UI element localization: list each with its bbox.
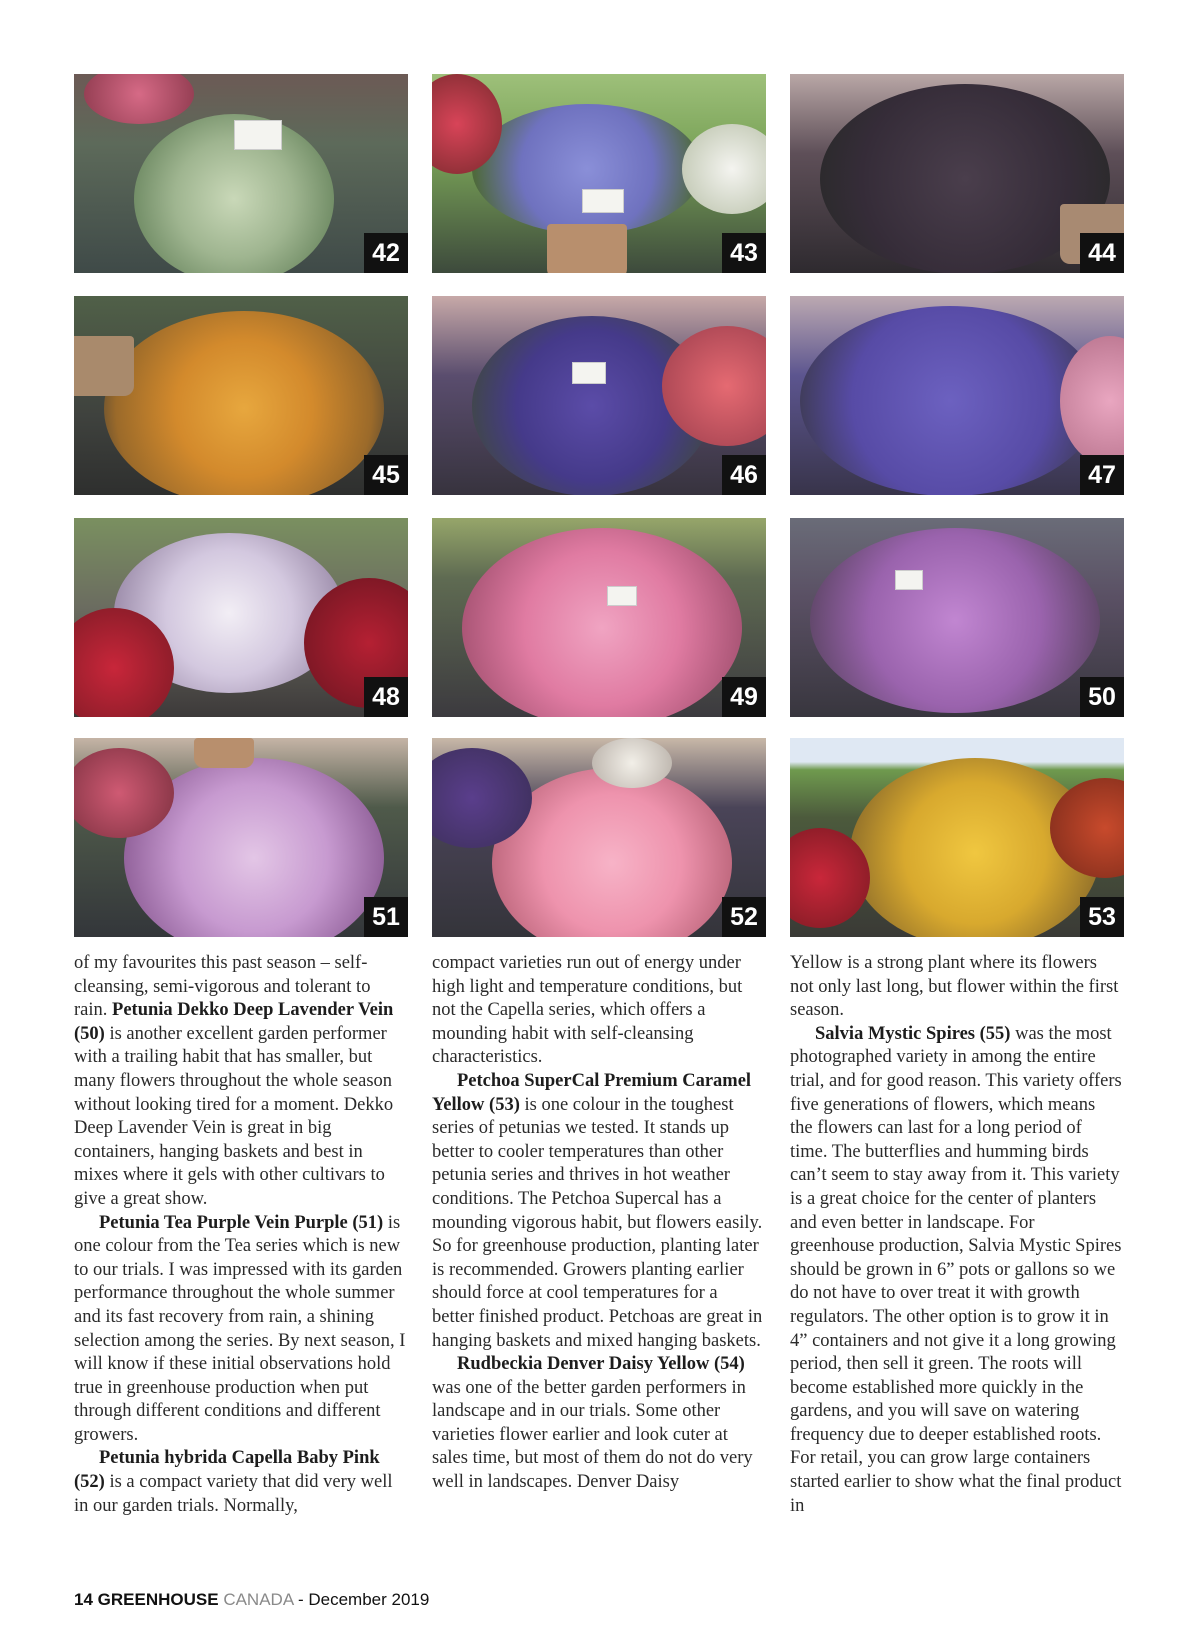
photo-number: 51 [364, 897, 408, 937]
photo-49 [432, 518, 766, 717]
text-column-3 [790, 952, 1122, 1518]
paragraph: Salvia Mystic Spires (55) was the most photographed variety in among the entire trial, and for good reason. This variety offers five generations of flowers, which means the flowers can last for a long period of time. The butterflies and humming birds can’t seem to stay away from it. This variety is a great choice for the center of planters and even better in landscape. For greenhouse production, Salvia Mystic Spires should be grown in 6” pots or gallons so we do not have to over treat it with growth regulators. The other option is to grow it in 4” containers and not give it a long growing period, then sell it green. The roots will become established more quickly in the gardens, and you will save on watering frequency due to deeper established roots. For retail, you can grow large containers started earlier to show what the final product in [790, 1023, 1122, 1516]
photo-number: 43 [722, 233, 766, 273]
photo-44 [790, 74, 1124, 273]
photo-46 [432, 296, 766, 495]
photo-number: 47 [1080, 455, 1124, 495]
variety-name: Salvia Mystic Spires (55) [815, 1023, 1011, 1044]
paragraph: compact varieties run out of energy under high light and temperature conditions, but not the Capella series, which offers a mounding habit with self-cleansing characteristics. [432, 953, 743, 1068]
text-column-1 [74, 952, 406, 1518]
paragraph: Petunia Tea Purple Vein Purple (51) is one colour from the Tea series which is new to our trials. I was impressed with its garden performance throughout the whole summer and its fast recovery from rain, a shining selection among the series. By next season, I will know if these initial observations hold true in greenhouse production when put through different conditions and different growers. [74, 1212, 406, 1445]
photo-43 [432, 74, 766, 273]
paragraph: Petchoa SuperCal Premium Caramel Yellow (53) is one colour in the toughest series of petunias we tested. It stands up better to cooler temperatures than other petunia series and thrives in hot weather conditions. The Petchoa Supercal has a mounding vigorous habit, but flowers easily. So for greenhouse production, planting later is recommended. Growers planting earlier should force at cool temperatures for a better finished product. Petchoas are great in hanging baskets and mixed hanging baskets. [432, 1070, 763, 1351]
photo-number: 48 [364, 677, 408, 717]
paragraph: Rudbeckia Denver Daisy Yellow (54) was one of the better garden performers in landscape and in our trials. Some other varieties flower earlier and look cuter at sales time, but most of them do not do very well in landscapes. Denver Daisy [432, 1354, 753, 1493]
paragraph: Petunia hybrida Capella Baby Pink (52) is a compact variety that did very well in our garden trials. Normally, [74, 1448, 393, 1516]
photo-50 [790, 518, 1124, 717]
photo-47 [790, 296, 1124, 495]
photo-number: 53 [1080, 897, 1124, 937]
variety-name: Rudbeckia Denver Daisy Yellow (54) [457, 1354, 745, 1375]
photo-53 [790, 738, 1124, 937]
photo-number: 45 [364, 455, 408, 495]
photo-42 [74, 74, 408, 273]
photo-51 [74, 738, 408, 937]
variety-name: Petunia Tea Purple Vein Purple (51) [99, 1212, 384, 1233]
variety-name: Petunia hybrida Capella Baby Pink (52) [74, 1448, 380, 1493]
photo-48 [74, 518, 408, 717]
magazine-brand: GREENHOUSE [97, 1590, 219, 1609]
photo-number: 46 [722, 455, 766, 495]
issue-date: - December 2019 [297, 1590, 430, 1609]
photo-number: 42 [364, 233, 408, 273]
magazine-brand-canada: CANADA [223, 1590, 294, 1609]
variety-name: Petunia Dekko Deep Lavender Vein (50) [74, 1000, 394, 1044]
variety-name: Petchoa SuperCal Premium Caramel Yellow (53) [432, 1070, 752, 1115]
photo-52 [432, 738, 766, 937]
photo-number: 44 [1080, 233, 1124, 273]
paragraph: of my favourites this past season – self-cleansing, semi-vigorous and tolerant to rain. Petunia Dekko Deep Lavender Vein (50) is another excellent garden performer with a trailing habit that has smaller, but many flowers throughout the whole season without looking tired for a moment. Dekko Deep Lavender Vein is great in big containers, hanging baskets and best in mixes where it gels with other cultivars to give a great show. [74, 953, 394, 1209]
photo-number: 50 [1080, 677, 1124, 717]
photo-45 [74, 296, 408, 495]
paragraph: Yellow is a strong plant where its flowers not only last long, but flower within the first season. [790, 953, 1119, 1021]
text-column-2 [432, 952, 764, 1495]
photo-number: 52 [722, 897, 766, 937]
photo-number: 49 [722, 677, 766, 717]
page-number: 14 [74, 1590, 93, 1609]
page-footer [74, 1590, 429, 1610]
